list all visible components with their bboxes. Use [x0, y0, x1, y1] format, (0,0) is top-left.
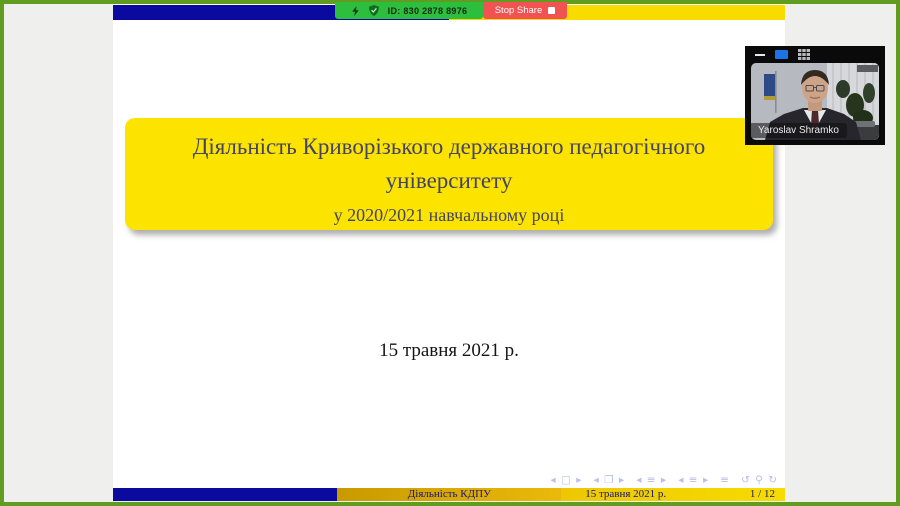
nav-presentation-icon[interactable]: ≡: [720, 474, 731, 486]
nav-section-icon[interactable]: ◂ ≡ ▸: [678, 474, 710, 486]
gallery-view-icon[interactable]: [798, 49, 810, 60]
footer-date: 15 травня 2021 р.: [585, 488, 667, 500]
slide-title: Діяльність Криворізького державного педагогічного університету: [192, 134, 706, 193]
participant-video-panel: [745, 46, 885, 145]
connection-signal-icon: [351, 6, 360, 16]
footer-short-title: Діяльність КДПУ: [337, 488, 561, 501]
footer-yellow-segment: [561, 488, 785, 501]
encryption-shield-icon[interactable]: [369, 5, 379, 16]
meeting-id-label: ID: 830 2878 8976: [387, 5, 468, 16]
nav-back-search-forward-icons[interactable]: ↺ ⚲ ↻: [741, 474, 778, 486]
slide-title-box: [125, 118, 773, 230]
slide-date: 15 травня 2021 р.: [379, 340, 519, 361]
minimize-icon[interactable]: [755, 54, 765, 56]
nav-frame-icon[interactable]: ◂ ❐ ▸: [593, 474, 626, 486]
nav-subsection-icon[interactable]: ◂ ≡ ▸: [636, 474, 668, 486]
slide-footer-bar: [113, 488, 785, 501]
stop-icon: [548, 7, 555, 14]
presentation-slide: [113, 4, 785, 501]
video-window-controls: [745, 46, 885, 63]
footer-blue-segment: [113, 488, 337, 501]
participant-name-label: Yaroslav Shramko: [751, 123, 847, 138]
beamer-navigation-symbols: [550, 474, 778, 486]
stop-share-label: Stop Share: [494, 5, 543, 16]
participant-video[interactable]: [751, 63, 879, 140]
footer-page-number: 1 / 12: [749, 488, 775, 500]
exit-fullscreen-icon[interactable]: [775, 50, 788, 59]
zoom-toolbar-info-segment: [335, 2, 483, 19]
zoom-share-toolbar: [335, 2, 567, 19]
nav-slide-icon[interactable]: ◂ □ ▸: [550, 474, 583, 486]
slide-subtitle: у 2020/2021 навчальному році: [333, 205, 565, 225]
stop-share-button[interactable]: [483, 2, 567, 19]
